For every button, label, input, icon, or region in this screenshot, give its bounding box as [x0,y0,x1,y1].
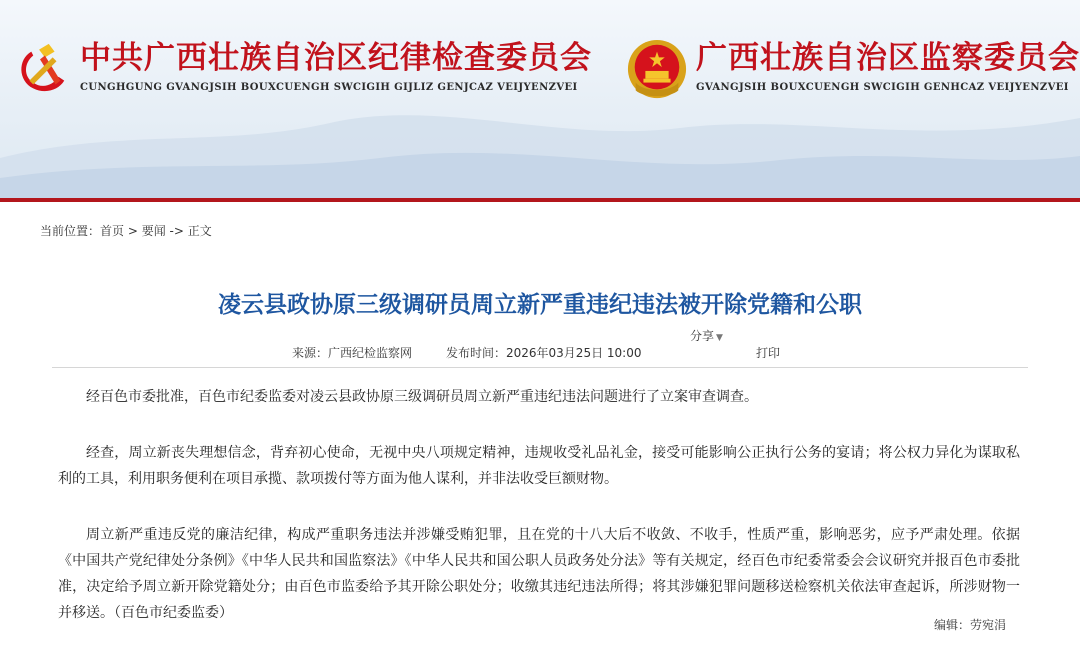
breadcrumb [40,222,212,239]
share-label: 分享 [690,329,715,343]
breadcrumb-home-link[interactable]: 首页 [100,224,125,238]
right-org-romanized: GVANGJSIH BOUXCUENGH SWCIGIH GENHCAZ VEIJYENZVEI [696,82,1069,93]
breadcrumb-separator: > [124,224,142,238]
article-editor: 编辑：劳宛涓 [934,618,1007,632]
left-org-romanized: CUNGHGUNG GVANGJSIH BOUXCUENGH SWCIGIH GIJLIZ GENJCAZ VEIJYENZVEI [80,82,578,93]
share-button[interactable] [690,327,723,344]
header-red-rule [0,198,1080,202]
left-org-name: 中共广西壮族自治区纪律检查委员会 [80,40,592,76]
breadcrumb-current: 正文 [187,224,212,238]
national-emblem-icon [626,38,688,100]
site-header [0,0,1080,198]
article-title: 凌云县政协原三级调研员周立新严重违纪违法被开除党籍和公职 [218,292,862,318]
breadcrumb-prefix: 当前位置： [40,224,101,238]
party-emblem-icon [10,38,72,100]
breadcrumb-news-link[interactable]: 要闻 [141,224,166,238]
header-background-hills [0,88,1080,198]
breadcrumb-separator: -> [165,224,188,238]
org-cdi[interactable] [10,38,592,100]
article-body [58,384,1020,656]
article-paragraph: 周立新严重违反党的廉洁纪律，构成严重职务违法并涉嫌受贿犯罪，且在党的十八大后不收敛、不收手，性质严重，影响恶劣，应予严肃处理。依据《中国共产党纪律处分条例》《中华人民共和国监察法》《中华人民共和国公职人员政务处分法》等有关规定，经百色市纪委常委会会议研究并报百色市委批准，决定给予周立新开除党籍处分；由百色市监委给予其开除公职处分；收缴其违纪违法所得；将其涉嫌犯罪问题移送检察机关依法审查起诉，所涉财物一并移送。（百色市纪委监委） [58,527,1020,621]
article-source: 来源：广西纪检监察网 [292,346,413,360]
meta-divider [52,367,1028,368]
article-publish-time: 发布时间：2026年03月25日 10:00 [446,346,642,360]
article-paragraph: 经百色市委批准，百色市纪委监委对凌云县政协原三级调研员周立新严重违纪违法问题进行了立案审查调查。 [86,389,758,405]
caret-down-icon: ▼ [716,333,723,343]
org-supervision[interactable] [626,38,1080,100]
right-org-name: 广西壮族自治区监察委员会 [696,40,1080,76]
print-button[interactable]: 打印 [756,346,781,360]
article-paragraph: 经查，周立新丧失理想信念，背弃初心使命，无视中央八项规定精神，违规收受礼品礼金，接受可能影响公正执行公务的宴请；将公权力异化为谋取私利的工具，利用职务便利在项目承揽、款项拨付等方面为他人谋利，并非法收受巨额财物。 [58,445,1020,487]
